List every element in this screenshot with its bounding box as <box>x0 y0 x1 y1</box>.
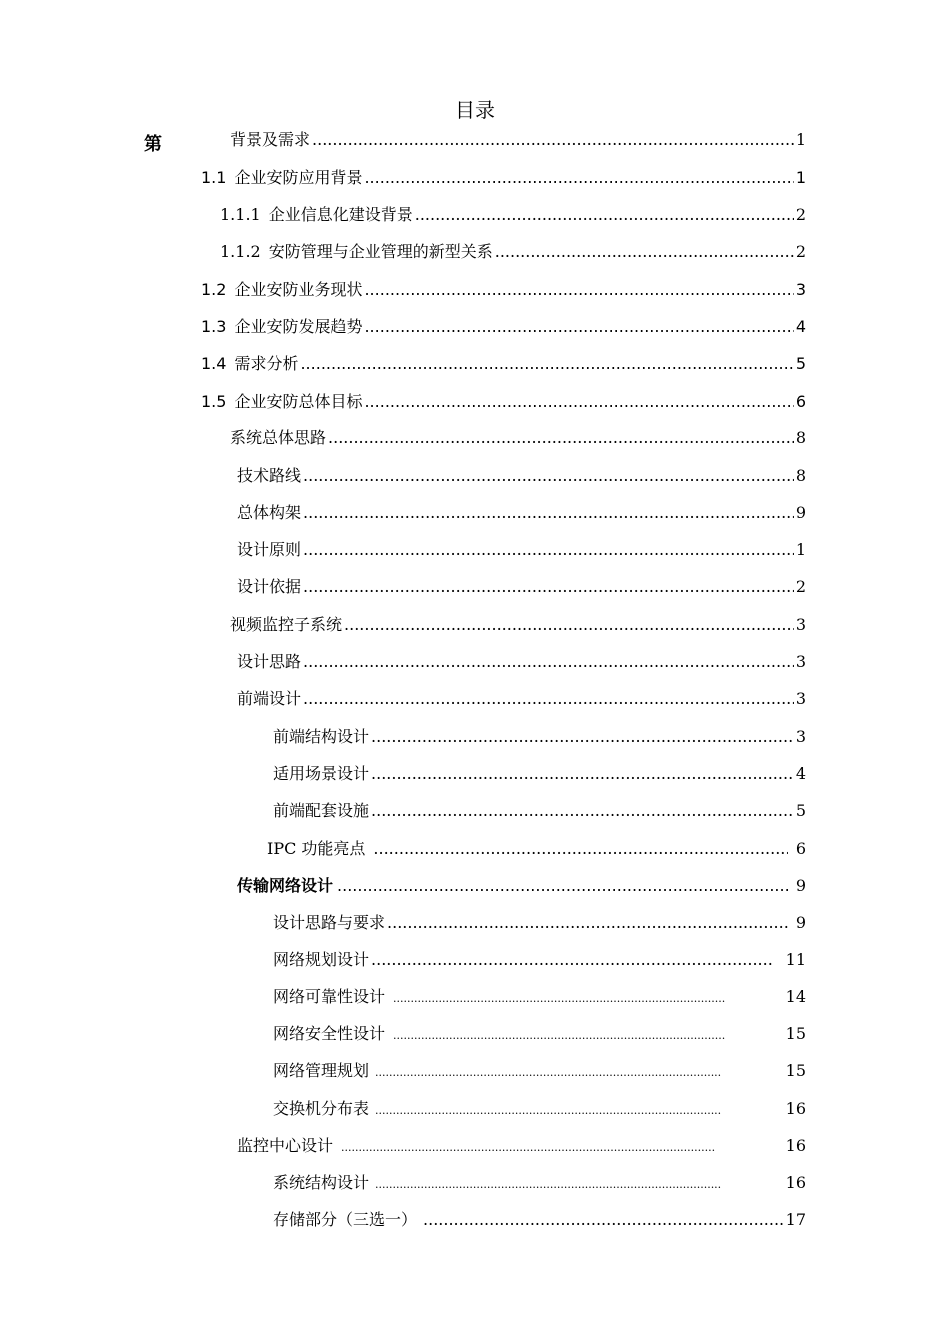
toc-entry[interactable] <box>237 537 806 563</box>
toc-entry-text: 企业安防业务现状 <box>234 280 363 299</box>
leader-dots <box>341 1135 716 1161</box>
toc-entry-text: 企业安防总体目标 <box>234 392 363 411</box>
toc-entry[interactable] <box>230 127 806 153</box>
leader-dots <box>344 612 794 638</box>
toc-entry-page: 1 <box>795 130 806 149</box>
leader-dots <box>303 500 794 526</box>
toc-entry[interactable] <box>237 574 806 600</box>
toc-entry-number: 1.2 <box>201 280 227 299</box>
toc-entry-text: 网络可靠性设计 <box>273 987 386 1006</box>
toc-entry[interactable] <box>230 612 806 638</box>
toc-entry[interactable] <box>237 1133 806 1159</box>
leader-dots <box>300 351 793 377</box>
toc-entry-number: 1.1.1 <box>220 205 261 224</box>
toc-entry[interactable] <box>273 1170 806 1196</box>
toc-entry-text: 系统总体思路 <box>230 428 327 447</box>
toc-entry[interactable] <box>273 1096 806 1122</box>
toc-entry-page: 8 <box>795 466 806 485</box>
toc-entry-page: 6 <box>795 839 806 858</box>
toc-entry-text: 企业安防应用背景 <box>234 168 363 187</box>
toc-entry-page: 4 <box>795 764 806 783</box>
toc-entry-text: 网络安全性设计 <box>273 1024 386 1043</box>
toc-entry-text: 存储部分（三选一） <box>273 1210 418 1229</box>
toc-entry[interactable] <box>230 425 806 451</box>
toc-entry[interactable] <box>220 202 806 228</box>
toc-entry-page: 3 <box>795 689 806 708</box>
toc-entry-page: 15 <box>785 1061 806 1080</box>
toc-entry-text: 企业安防发展趋势 <box>234 317 363 336</box>
toc-entry-page: 4 <box>795 317 806 336</box>
toc-entry[interactable] <box>220 239 806 265</box>
toc-entry-page: 11 <box>785 950 806 969</box>
leader-dots <box>423 1207 784 1233</box>
toc-entry[interactable] <box>273 984 806 1010</box>
leader-dots <box>364 277 793 303</box>
toc-entry-page: 5 <box>795 354 806 373</box>
toc-entry-page: 8 <box>795 428 806 447</box>
toc-entry-text: 设计原则 <box>237 540 302 559</box>
toc-entry-number: 1.3 <box>201 317 227 336</box>
toc-entry-text: 视频监控子系统 <box>230 615 343 634</box>
toc-entry-text: 适用场景设计 <box>273 764 370 783</box>
toc-entry-text: 网络管理规划 <box>273 1061 370 1080</box>
toc-entry[interactable] <box>273 798 806 824</box>
toc-entry[interactable] <box>237 463 806 489</box>
toc-entry-text: 设计思路 <box>237 652 302 671</box>
toc-entry[interactable] <box>237 686 806 712</box>
toc-entry-text: 设计依据 <box>237 577 302 596</box>
toc-entry-page: 5 <box>795 801 806 820</box>
leader-dots <box>364 314 793 340</box>
leader-dots <box>387 910 788 936</box>
leader-dots <box>393 986 726 1012</box>
toc-entry-text: IPC 功能亮点 <box>267 839 366 858</box>
leader-dots <box>303 649 794 675</box>
toc-entry[interactable] <box>273 724 806 750</box>
toc-entry-text: 总体构架 <box>237 503 302 522</box>
leader-dots <box>375 1172 722 1198</box>
leader-dots <box>328 425 794 451</box>
leader-dots <box>364 165 793 191</box>
toc-entry-text: 传输网络设计 <box>237 876 334 895</box>
leader-dots <box>371 724 794 750</box>
toc-entry-page: 1 <box>795 168 806 187</box>
leader-dots <box>312 127 794 153</box>
toc-entry[interactable] <box>201 389 806 415</box>
toc-entry-text: 前端设计 <box>237 689 302 708</box>
leader-dots <box>373 836 787 862</box>
leader-dots <box>371 798 794 824</box>
toc-entry-text: 交换机分布表 <box>273 1099 370 1118</box>
leader-dots <box>371 947 772 973</box>
toc-entry-page: 2 <box>795 242 806 261</box>
toc-entry-text: 企业信息化建设背景 <box>268 205 413 224</box>
toc-entry[interactable] <box>201 351 806 377</box>
leader-dots <box>375 1060 722 1086</box>
toc-entry-page: 15 <box>785 1024 806 1043</box>
toc-entry-page: 2 <box>795 577 806 596</box>
toc-entry-text: 网络规划设计 <box>273 950 370 969</box>
toc-entry-page: 14 <box>785 987 806 1006</box>
toc-entry[interactable] <box>201 314 806 340</box>
toc-title: 目录 <box>455 98 495 122</box>
toc-entry[interactable] <box>237 649 806 675</box>
leader-dots <box>303 686 794 712</box>
toc-entry-page: 16 <box>785 1136 806 1155</box>
toc-entry-number: 1.4 <box>201 354 227 373</box>
chapter-marker: 第 <box>144 134 162 155</box>
toc-entry[interactable] <box>273 1058 806 1084</box>
toc-entry[interactable] <box>273 910 806 936</box>
leader-dots <box>375 1098 722 1124</box>
toc-entry-page: 17 <box>785 1210 806 1229</box>
toc-entry-number: 1.1 <box>201 168 227 187</box>
toc-entry[interactable] <box>273 1021 806 1047</box>
toc-entry-page: 3 <box>795 280 806 299</box>
leader-dots <box>303 537 794 563</box>
toc-entry-text: 监控中心设计 <box>237 1136 334 1155</box>
leader-dots <box>303 463 794 489</box>
toc-entry-page: 3 <box>795 615 806 634</box>
toc-entry-page: 16 <box>785 1173 806 1192</box>
toc-entry-text: 系统结构设计 <box>273 1173 370 1192</box>
toc-entry-page: 9 <box>795 876 806 895</box>
toc-entry-text: 技术路线 <box>237 466 302 485</box>
leader-dots <box>415 202 794 228</box>
toc-entry-text: 前端结构设计 <box>273 727 370 746</box>
toc-entry-page: 6 <box>795 392 806 411</box>
toc-entry[interactable] <box>273 761 806 787</box>
toc-entry-number: 1.5 <box>201 392 227 411</box>
toc-entry-page: 3 <box>795 652 806 671</box>
toc-entry-page: 9 <box>795 503 806 522</box>
toc-entry-text: 前端配套设施 <box>273 801 370 820</box>
toc-entry-page: 2 <box>795 205 806 224</box>
toc-entry-page: 3 <box>795 727 806 746</box>
leader-dots <box>337 873 788 899</box>
toc-entry-text: 需求分析 <box>234 354 299 373</box>
toc-entry-page: 9 <box>795 913 806 932</box>
leader-dots <box>495 239 794 265</box>
toc-entry-text: 设计思路与要求 <box>273 913 386 932</box>
toc-entry[interactable] <box>267 836 806 862</box>
leader-dots <box>371 761 794 787</box>
toc-entry[interactable] <box>273 1207 806 1233</box>
toc-entry-text: 背景及需求 <box>230 130 311 149</box>
toc-entry-page: 16 <box>785 1099 806 1118</box>
leader-dots <box>364 389 793 415</box>
toc-entry[interactable] <box>237 873 806 899</box>
toc-entry-text: 安防管理与企业管理的新型关系 <box>268 242 493 261</box>
leader-dots <box>303 574 794 600</box>
toc-entry[interactable] <box>201 277 806 303</box>
toc-entry[interactable] <box>237 500 806 526</box>
toc-entry-number: 1.1.2 <box>220 242 261 261</box>
toc-entry[interactable] <box>273 947 806 973</box>
toc-entry[interactable] <box>201 165 806 191</box>
leader-dots <box>393 1023 726 1049</box>
toc-entry-page: 1 <box>795 540 806 559</box>
